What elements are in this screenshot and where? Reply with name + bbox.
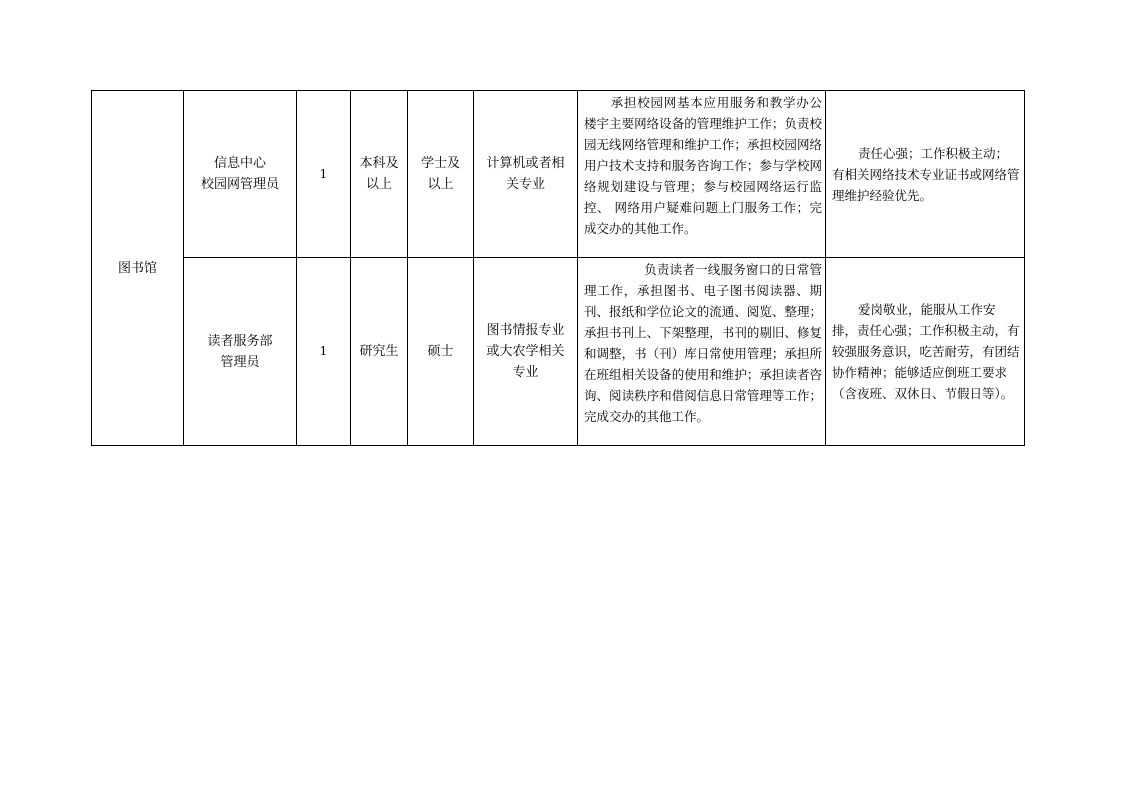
table-row xyxy=(92,91,1025,258)
major-cell xyxy=(474,258,578,446)
education-requirement: 研究生 xyxy=(359,344,399,359)
count-cell xyxy=(297,91,351,258)
department-label: 图书馆 xyxy=(117,260,157,276)
major-requirement: 计算机或者相 xyxy=(486,156,565,171)
education-requirement: 本科及 xyxy=(359,156,399,171)
position-name: 管理员 xyxy=(220,354,260,370)
count-cell xyxy=(297,258,351,446)
major-requirement: 图书情报专业 xyxy=(486,323,565,338)
job-requirements: 责任心强；工作积极主动；有相关网络技术专业证书或网络管理维护经验优先。 xyxy=(832,145,1020,203)
department-cell xyxy=(92,91,184,446)
education-cell xyxy=(351,91,408,258)
major-requirement: 或大农学相关 xyxy=(486,344,565,359)
requirements-cell xyxy=(826,258,1025,446)
degree-cell xyxy=(408,91,474,258)
position-cell xyxy=(184,258,297,446)
education-requirement: 以上 xyxy=(365,177,392,192)
degree-requirement: 硕士 xyxy=(427,344,454,359)
major-cell xyxy=(474,91,578,258)
major-requirement: 关专业 xyxy=(505,177,545,192)
degree-requirement: 以上 xyxy=(427,177,454,192)
major-requirement: 专业 xyxy=(512,365,539,380)
headcount: 1 xyxy=(319,166,328,181)
position-cell xyxy=(184,91,297,258)
job-positions-table xyxy=(91,90,1025,446)
requirements-cell xyxy=(826,91,1025,258)
degree-cell xyxy=(408,258,474,446)
position-name: 校园网管理员 xyxy=(200,177,279,192)
position-name: 信息中心 xyxy=(213,156,266,171)
job-duties: 承担校园网基本应用服务和教学办公楼宇主要网络设备的管理维护工作；负责校园无线网络管理和维护工作；承担校园网络用户技术支持和服务咨询工作；参与学校网络规划建设与管理；参与校园网络运行监控、 网络用户疑难问题上门服务工作；完成交办的其他工作。 xyxy=(584,95,822,236)
headcount: 1 xyxy=(319,344,328,358)
position-name: 读者服务部 xyxy=(207,333,273,349)
education-cell xyxy=(351,258,408,446)
degree-requirement: 学士及 xyxy=(420,156,460,171)
duties-cell xyxy=(578,91,826,258)
job-requirements: 爱岗敬业，能服从工作安排，责任心强；工作积极主动，有较强服务意识，吃苦耐劳，有团结协作精神；能够适应倒班工要求（含夜班、双休日、节假日等）。 xyxy=(832,302,1020,401)
duties-cell xyxy=(578,258,826,446)
table-row xyxy=(92,258,1025,446)
job-duties: 负责读者一线服务窗口的日常管理工作，承担图书、电子图书阅读器、期刊、报纸和学位论文的流通、阅览、整理；承担书刊上、下架整理，书刊的剔旧、修复和调整，书（刊）库日常使用管理；承担所在班组相关设备的使用和维护；承担读者咨询、阅读秩序和借阅信息日常管理等工作；完成交办的其他工作。 xyxy=(584,262,822,424)
